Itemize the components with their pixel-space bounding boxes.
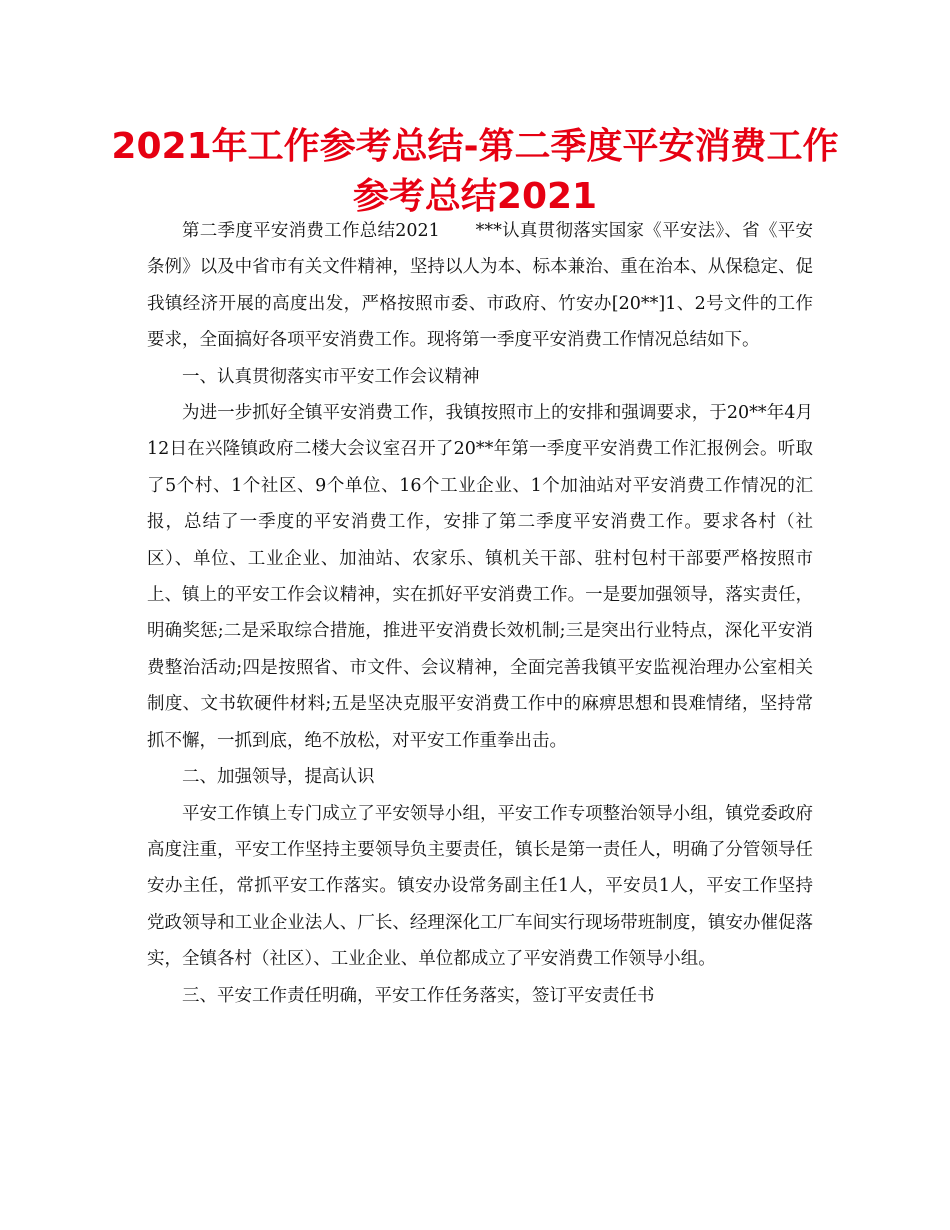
document-title: 2021年工作参考总结-第二季度平安消费工作参考总结2021: [111, 126, 839, 217]
section-heading-2: 二、加强领导，提高认识: [182, 767, 375, 788]
section-heading-1: 一、认真贯彻落实市平安工作会议精神: [182, 366, 480, 387]
section-heading-3: 三、平安工作责任明确，平安工作任务落实，签订平安责任书: [182, 985, 655, 1006]
document-body: [147, 213, 813, 1014]
section-paragraph-1: 为进一步抓好全镇平安消费工作，我镇按照市上的安排和强调要求，于20**年4月12日在兴隆镇政府二楼大会议室召开了20**年第一季度平安消费工作汇报例会。听取了5个村、1个社区、9个单位、16个工业企业、1个加油站对平安消费工作情况的汇报，总结了一季度的平安消费工作，安排了第二季度平安消费工作。要求各村（社区）、单位、工业企业、加油站、农家乐、镇机关干部、驻村包村干部要严格按照市上、镇上的平安工作会议精神，实在抓好平安消费工作。一是要加强领导，落实责任，明确奖惩;二是采取综合措施，推进平安消费长效机制;三是突出行业特点，深化平安消费整治活动;四是按照省、市文件、会议精神，全面完善我镇平安监视治理办公室相关制度、文书软硬件材料;五是坚决克服平安消费工作中的麻痹思想和畏难情绪，坚持常抓不懈，一抓到底，绝不放松，对平安工作重拳出击。: [147, 403, 813, 751]
section-paragraph-2: 平安工作镇上专门成立了平安领导小组，平安工作专项整治领导小组，镇党委政府高度注重，平安工作坚持主要领导负主要责任，镇长是第一责任人，明确了分管领导任安办主任，常抓平安工作落实。镇安办设常务副主任1人，平安员1人，平安工作坚持党政领导和工业企业法人、厂长、经理深化工厂车间实行现场带班制度，镇安办催促落实，全镇各村（社区）、工业企业、单位都成立了平安消费工作领导小组。: [147, 803, 813, 970]
intro-paragraph: 第二季度平安消费工作总结2021 ***认真贯彻落实国家《平安法》、省《平安条例》以及中省市有关文件精神，坚持以人为本、标本兼治、重在治本、从保稳定、促我镇经济开展的高度出发，严格按照市委、市政府、竹安办[20**]1、2号文件的工作要求，全面搞好各项平安消费工作。现将第一季度平安消费工作情况总结如下。: [147, 221, 813, 351]
